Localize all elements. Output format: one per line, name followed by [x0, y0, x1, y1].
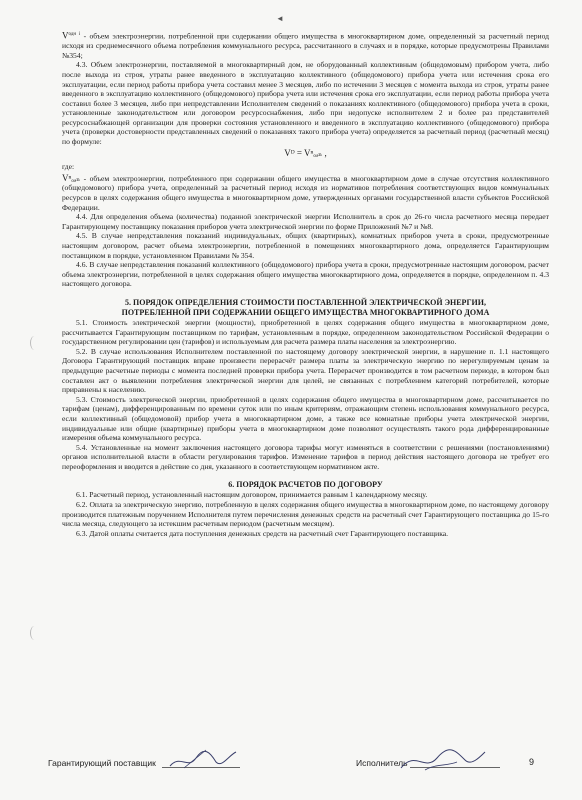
- paragraph-6-2: 6.2. Оплата за электрическую энергию, потребленную в целях содержания общего имущества в многоквартирном доме, по настоящему договору производится платежным поручением Исполнителя путем перечисления денежных средств на расчетный счет Гарантирующего поставщика до 15-го числа месяца, следующего за истекшим расчетным периодом (расчетным месяцем).: [62, 500, 549, 529]
- paragraph-5-3: 5.3. Стоимость электрической энергии, приобретенной в целях содержания общего имущества в многоквартирном доме, рассчитывается по тарифам (ценам), дифференцированным по времени суток или по иным критериям, отражающим степень использования коммунального ресурса, если коллективный (общедомовой) прибор учета в многоквартирном доме, а также все комнатные приборы учета электрической энергии, индивидуальные или общие (квартирные) приборы учета в многоквартирном доме позволяют осуществлять такого рода дифференцированные измерения объема коммунального ресурса.: [62, 394, 549, 443]
- intro-paragraph: [62, 30, 549, 60]
- executor-signature: [395, 746, 487, 774]
- footer-executor-label: Исполнитель: [356, 758, 408, 768]
- intro-subscript: одн i: [68, 32, 81, 37]
- paragraph-6-3: 6.3. Датой оплаты считается дата поступления денежных средств на расчетный счет Гарантирующего поставщика.: [76, 528, 449, 538]
- page-number: 9: [529, 757, 535, 767]
- section-6-heading: 6. ПОРЯДОК РАСЧЕТОВ ПО ДОГОВОРУ: [228, 480, 383, 490]
- paragraph-4-5: 4.5. В случае непредставления показаний индивидуальных, общих (квартирных), комнатных приборов учета в сроки, предусмотренные настоящим договором, расчет объема электроэнергии, потребленной в помещениях многоквартирного дома, определяется Гарантирующим поставщиком в порядке, установленном Правилами № 354.: [62, 231, 549, 260]
- paragraph-5-1: 5.1. Стоимость электрической энергии (мощности), приобретенной в целях содержания общего имущества в многоквартирном доме, рассчитывается Гарантирующим поставщиком по тарифам, установленным в порядке, определенном законодательством Российской Федерации о государственном регулировании цен (тарифов) и используемым для расчета размера платы населения за электроэнергию.: [62, 317, 549, 347]
- section-5-heading-line1: 5. ПОРЯДОК ОПРЕДЕЛЕНИЯ СТОИМОСТИ ПОСТАВЛЕННОЙ ЭЛЕКТРИЧЕСКОЙ ЭНЕРГИИ,: [125, 297, 486, 307]
- paragraph-6-1: 6.1. Расчетный период, установленный настоящим договором, принимается равным 1 календарному месяцу.: [76, 490, 428, 500]
- footer-supplier-label: Гарантирующий поставщик: [48, 758, 156, 768]
- definition-symbol: Vⁿₒₔₙ: [62, 172, 81, 183]
- document-body: [62, 30, 549, 538]
- supplier-signature: [166, 746, 240, 772]
- intro-text: - объем электроэнергии, потребленной при содержании общего имущества в многоквартирном доме, определенный за расчетный период исходя из среднемесячного объема потребления коммунального ресурса, рассчитанного в случаях и в порядке, которые предусмотрены Правилами №354;: [62, 31, 550, 60]
- paragraph-4-6: 4.6. В случае непредставления показаний коллективного (общедомового) прибора учета в сроки, предусмотренные настоящим договором, расчет объема электроэнергии, потребленной в целях содержания общего имущества многоквартирного дома, определяется в порядке, определенном п. 4.3 настоящего договора.: [62, 260, 549, 289]
- punch-mark: [30, 336, 39, 350]
- definition-paragraph: [62, 174, 549, 212]
- paragraph-4-3: 4.3. Объем электроэнергии, поставляемой в многоквартирный дом, не оборудованный коллективным (общедомовым) прибором учета, либо после выхода из строя, утраты ранее введенного в эксплуатацию коллективного (общедомового) прибора учета или истечения срока его эксплуатации, если период работы прибора учета составил менее 3 месяцев, либо по истечении 3 месяцев с момента выхода из строя, утраты ранее введенного в эксплуатацию коллективного (общедомового) прибора учета или истечения срока его эксплуатации, если период работы прибора учета составил более 3 месяцев, либо при непредставлении Исполнителем сведений о показаниях коллективного (общедомового) прибора учета в сроки, установленные законодательством или договором ресурсоснабжения, либо при недопуске исполнителем 2 и более раз представителей ресурсоснабжающей организации для проверки состояния установленного и введенного в эксплуатацию коллективного (общедомового) прибора учета (проверки достоверности представленных сведений о показаниях такого прибора учета) определяется за расчетный период (расчетный месяц) по формуле:: [62, 60, 549, 147]
- formula: Vᴰ = Vⁿₒₔₙ ,: [284, 147, 327, 158]
- paragraph-5-2: 5.2. В случае использования Исполнителем поставленной по настоящему договору электрической энергии, в нарушение п. 1.1 настоящего Договора Гарантирующий поставщик вправе произвести перерасчёт размера платы за электрическую энергию по нерегулируемым ценам за предыдущие расчетные периоды с момента последней проверки прибора учета. Перерасчет производится в том расчетном периоде, в котором был составлен акт о выявлении потребления электрической энергии для целей, не связанных с потреблением категорий потребителей, которые приравнены к населению.: [62, 346, 549, 395]
- paragraph-4-4: 4.4. Для определения объема (количества) поданной электрической энергии Исполнитель в срок до 26-го числа расчетного месяца передает Гарантирующему поставщику показания приборов учета электрической энергии по форме Приложений №7 и №8.: [62, 212, 549, 231]
- top-mark: ◄: [276, 14, 284, 23]
- paragraph-5-4: 5.4. Установленные на момент заключения настоящего договора тарифы могут изменяться в соответствии с решениями (постановлениями) органов исполнительной власти в области регулирования тарифов. Изменение тарифов в период действия настоящего договора не требует его переоформления и вводится в действие со дня, указанного в соответствующем нормативном акте.: [62, 442, 549, 471]
- punch-mark: [30, 626, 39, 640]
- definition-text: - объем электроэнергии, потребленного при содержании общего имущества в многоквартирном доме в случае отсутствия коллективного (общедомового) прибора учета, определенный за расчетный период исходя из нормативов потребления соответствующих видов коммунальных ресурсов в целях содержания общего имущества в многоквартирном доме, утвержденных органами государственной власти субъектов Российской Федерации.: [62, 173, 549, 212]
- section-5-heading-line2: ПОТРЕБЛЕННОЙ ПРИ СОДЕРЖАНИИ ОБЩЕГО ИМУЩЕСТВА МНОГОКВАРТИРНОГО ДОМА: [121, 307, 490, 317]
- where-label: где:: [62, 162, 75, 172]
- intro-symbol: V: [62, 30, 69, 41]
